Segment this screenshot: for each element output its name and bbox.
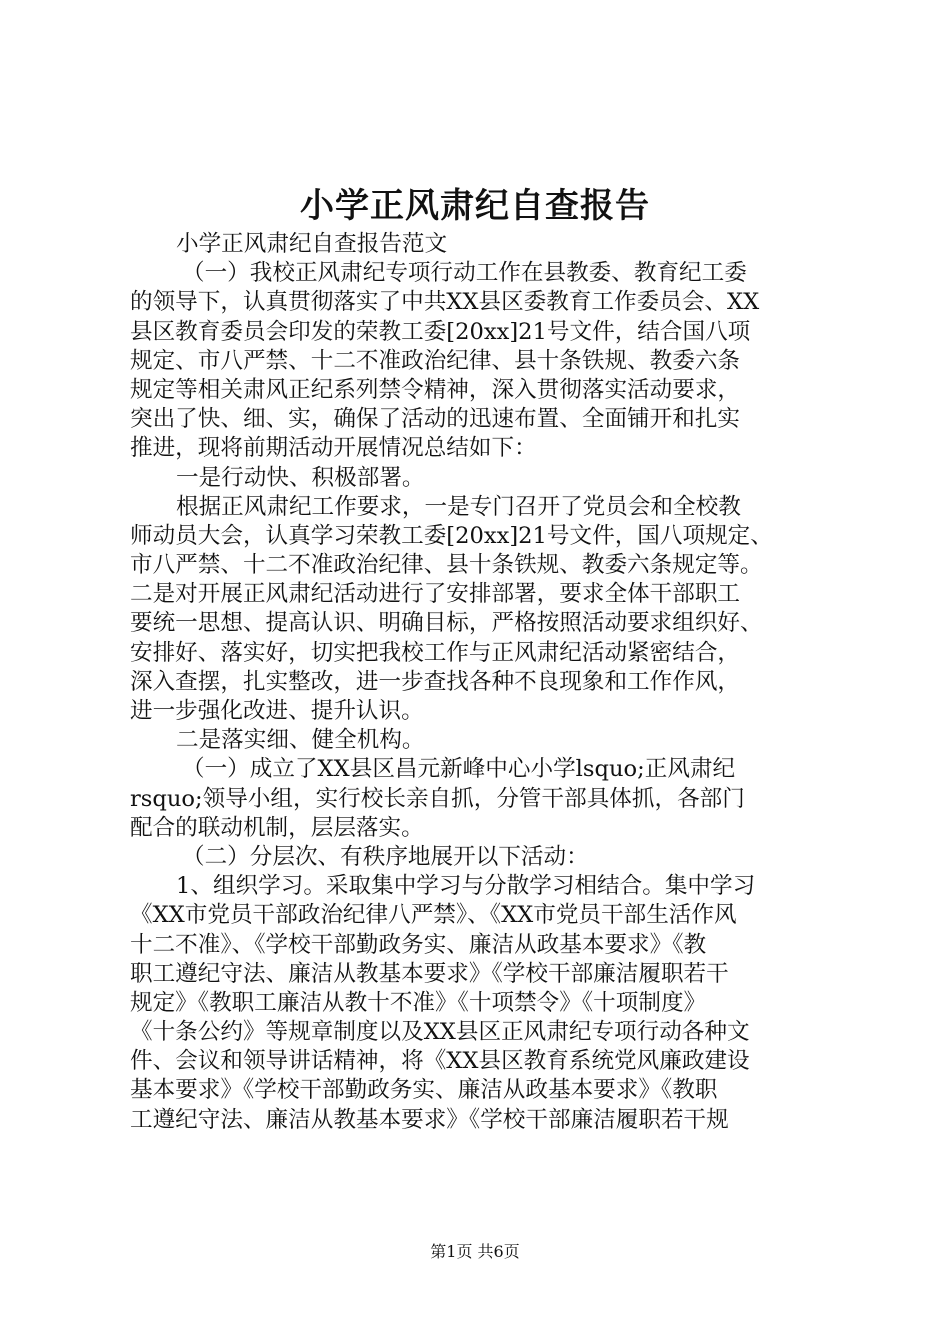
body-line: 规定等相关肃风正纪系列禁令精神，深入贯彻落实活动要求， — [130, 376, 741, 403]
body-line: 二是落实细、健全机构。 — [176, 727, 425, 754]
body-line: rsquo;领导小组，实行校长亲自抓，分管干部具体抓，各部门 — [130, 785, 745, 812]
body-line: （一）成立了XX县区昌元新峰中心小学lsquo;正风肃纪 — [182, 756, 736, 783]
body-line: 突出了快、细、实，确保了活动的迅速布置、全面铺开和扎实 — [130, 406, 741, 433]
body-line: （二）分层次、有秩序地展开以下活动： — [182, 843, 589, 870]
body-line: 配合的联动机制，层层落实。 — [130, 814, 424, 841]
body-line: 小学正风肃纪自查报告范文 — [176, 231, 448, 257]
body-line: 规定》《教职工廉洁从教十不准》《十项禁令》《十项制度》 — [130, 989, 707, 1016]
body-line: 件、会议和领导讲话精神，将《XX县区教育系统党风廉政建设 — [130, 1048, 750, 1075]
body-line: 《XX市党员干部政治纪律八严禁》、《XX市党员干部生活作风 — [130, 902, 737, 929]
body-line: 市八严禁、十二不准政治纪律、县十条铁规、教委六条规定等。 — [130, 552, 763, 579]
body-line: 安排好、落实好，切实把我校工作与正风肃纪活动紧密结合， — [130, 639, 741, 666]
document-title: 小学正风肃纪自查报告 — [300, 186, 650, 226]
body-line: 二是对开展正风肃纪活动进行了安排部署，要求全体干部职工 — [130, 581, 741, 608]
body-line: 师动员大会，认真学习荣教工委[20xx]21号文件，国八项规定、 — [130, 522, 773, 549]
body-line: 一是行动快、积极部署。 — [176, 464, 425, 491]
page-number: 第1页 共6页 — [430, 1242, 520, 1261]
body-line: 县区教育委员会印发的荣教工委[20xx]21号文件，结合国八项 — [130, 318, 751, 345]
body-line: 工遵纪守法、廉洁从教基本要求》《学校干部廉洁履职若干规 — [130, 1106, 729, 1133]
body-line: 根据正风肃纪工作要求，一是专门召开了党员会和全校教 — [176, 493, 741, 520]
body-line: 基本要求》《学校干部勤政务实、廉洁从政基本要求》《教职 — [130, 1077, 718, 1104]
body-line: 十二不准》、《学校干部勤政务实、廉洁从政基本要求》《教 — [130, 931, 707, 958]
body-line: 的领导下，认真贯彻落实了中共XX县区委教育工作委员会、XX — [130, 289, 760, 316]
document-body — [130, 230, 830, 1135]
body-line: 进一步强化改进、提升认识。 — [130, 698, 424, 724]
body-line: 1、组织学习。采取集中学习与分散学习相结合。集中学习 — [176, 873, 756, 900]
body-line: 职工遵纪守法、廉洁从教基本要求》《学校干部廉洁履职若干 — [130, 960, 729, 987]
body-line: 要统一思想、提高认识、明确目标，严格按照活动要求组织好、 — [130, 610, 763, 637]
body-line: （一）我校正风肃纪专项行动工作在县教委、教育纪工委 — [182, 260, 747, 287]
body-line: 深入查摆，扎实整改，进一步查找各种不良现象和工作作风， — [130, 668, 741, 695]
body-line: 规定、市八严禁、十二不准政治纪律、县十条铁规、教委六条 — [130, 347, 741, 374]
body-line: 推进，现将前期活动开展情况总结如下： — [130, 435, 537, 462]
body-line: 《十条公约》等规章制度以及XX县区正风肃纪专项行动各种文 — [130, 1019, 750, 1046]
